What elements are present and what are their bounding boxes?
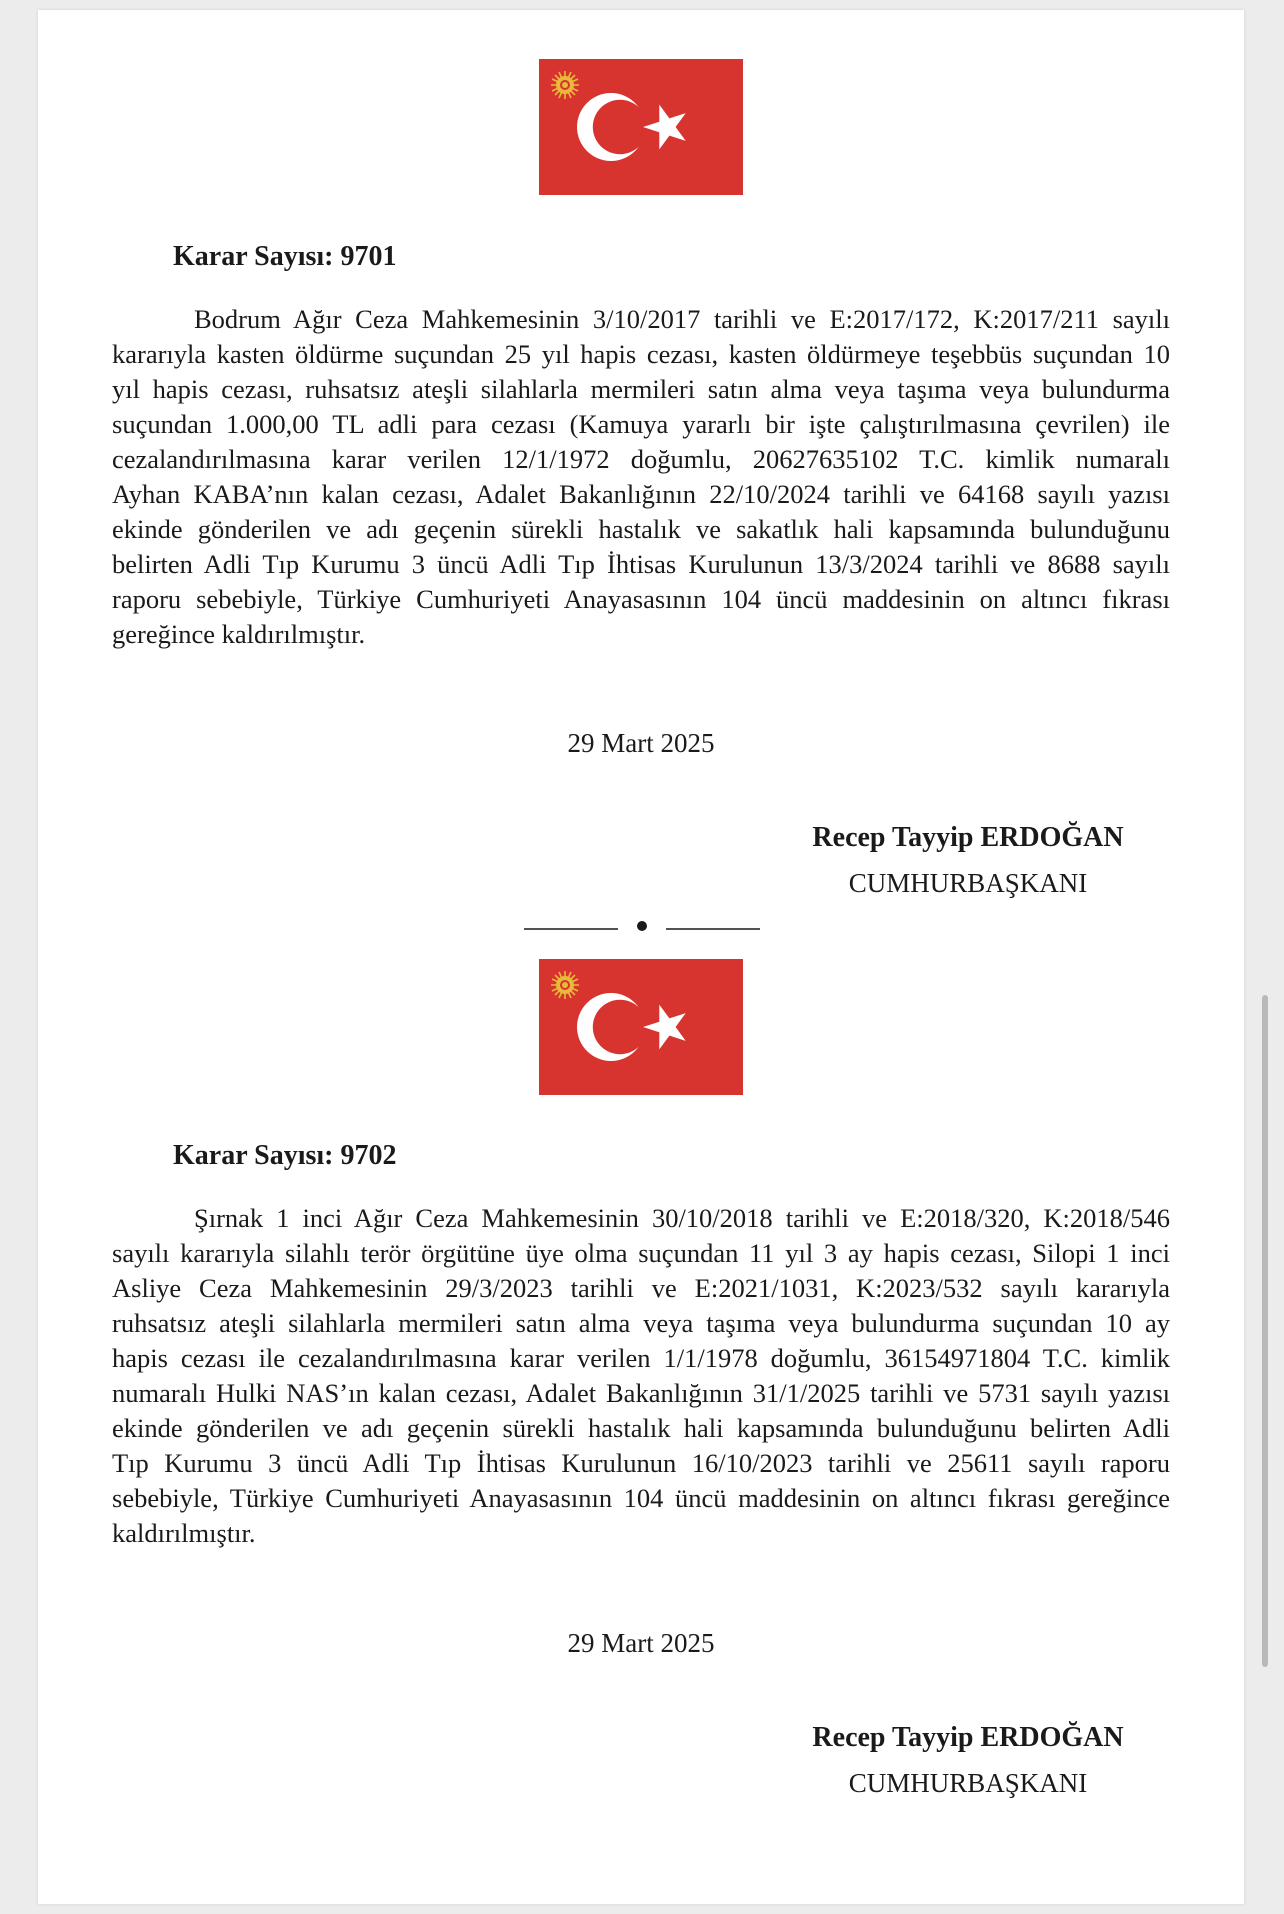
- body-line: suçundan 1.000,00 TL adli para cezası (Kamuya yararlı bir işte çalıştırılmasına çevrilen) ile: [112, 409, 1170, 439]
- signer-name: Recep Tayyip ERDOĞAN: [812, 1722, 1124, 1753]
- body-line: numaralı Hulki NAS’ın kalan cezası, Adalet Bakanlığının 31/1/2025 tarihli ve 5731 sayılı yazısı: [112, 1378, 1170, 1408]
- body-line: raporu sebebiyle, Türkiye Cumhuriyeti Anayasasının 104 üncü maddesinin on altıncı fıkrası: [112, 584, 1170, 614]
- decision-date: 29 Mart 2025: [567, 1628, 715, 1658]
- body-line: ekinde gönderilen ve adı geçenin sürekli hastalık hali kapsamında bulunduğunu belirten Adli: [112, 1413, 1170, 1443]
- decision-date: 29 Mart 2025: [567, 728, 715, 758]
- body-line: Asliye Ceza Mahkemesinin 29/3/2023 tarihli ve E:2021/1031, K:2023/532 sayılı kararıyla: [112, 1273, 1170, 1303]
- signer-title: CUMHURBAŞKANI: [848, 1768, 1088, 1798]
- body-line: yıl hapis cezası, ruhsatsız ateşli silahlarla mermileri satın alma veya taşıma veya bulundurma: [112, 374, 1170, 404]
- body-line: belirten Adli Tıp Kurumu 3 üncü Adli Tıp İhtisas Kurulunun 13/3/2024 tarihli ve 8688 sayılı: [112, 549, 1170, 579]
- decision-body: [112, 1201, 1170, 1551]
- body-line: hapis cezası ile cezalandırılmasına karar verilen 1/1/1978 doğumlu, 36154971804 T.C. kimlik: [112, 1343, 1170, 1373]
- body-line: kaldırılmıştır.: [112, 1518, 256, 1548]
- decision-title: Karar Sayısı: 9702: [173, 1140, 397, 1171]
- signer-name: Recep Tayyip ERDOĞAN: [812, 822, 1124, 853]
- decision-body: [112, 302, 1170, 652]
- body-line: sayılı kararıyla silahlı terör örgütüne üye olma suçundan 11 yıl 3 ay hapis cezası, Silopi 1 inci: [112, 1238, 1170, 1268]
- flag-icon: [539, 959, 743, 1095]
- body-line: Şırnak 1 inci Ağır Ceza Mahkemesinin 30/10/2018 tarihli ve E:2018/320, K:2018/546: [194, 1203, 1170, 1233]
- body-line: cezalandırılmasına karar verilen 12/1/1972 doğumlu, 20627635102 T.C. kimlik numaralı: [112, 444, 1170, 474]
- body-line: ekinde gönderilen ve adı geçenin sürekli hastalık ve sakatlık hali kapsamında bulunduğunu: [112, 514, 1170, 544]
- decision-title: Karar Sayısı: 9701: [173, 241, 397, 272]
- signer-title: CUMHURBAŞKANI: [848, 868, 1088, 898]
- flag-icon: [539, 59, 743, 195]
- body-line: sebebiyle, Türkiye Cumhuriyeti Anayasasının 104 üncü maddesinin on altıncı fıkrası gereğince: [112, 1483, 1170, 1513]
- body-line: Ayhan KABA’nın kalan cezası, Adalet Bakanlığının 22/10/2024 tarihli ve 64168 sayılı yazısı: [112, 479, 1170, 509]
- body-line: Tıp Kurumu 3 üncü Adli Tıp İhtisas Kurulunun 16/10/2023 tarihli ve 25611 sayılı raporu: [112, 1448, 1170, 1478]
- separator-dot-icon: [524, 911, 760, 931]
- document-page: [38, 10, 1244, 1904]
- vertical-scrollbar[interactable]: [1262, 995, 1268, 1667]
- body-line: gereğince kaldırılmıştır.: [112, 619, 366, 649]
- body-line: ruhsatsız ateşli silahlarla mermileri satın alma veya taşıma veya bulundurma suçundan 10 ay: [112, 1308, 1170, 1338]
- body-line: kararıyla kasten öldürme suçundan 25 yıl hapis cezası, kasten öldürmeye teşebbüs suçundan 10: [112, 339, 1170, 369]
- body-line: Bodrum Ağır Ceza Mahkemesinin 3/10/2017 tarihli ve E:2017/172, K:2017/211 sayılı: [194, 304, 1170, 334]
